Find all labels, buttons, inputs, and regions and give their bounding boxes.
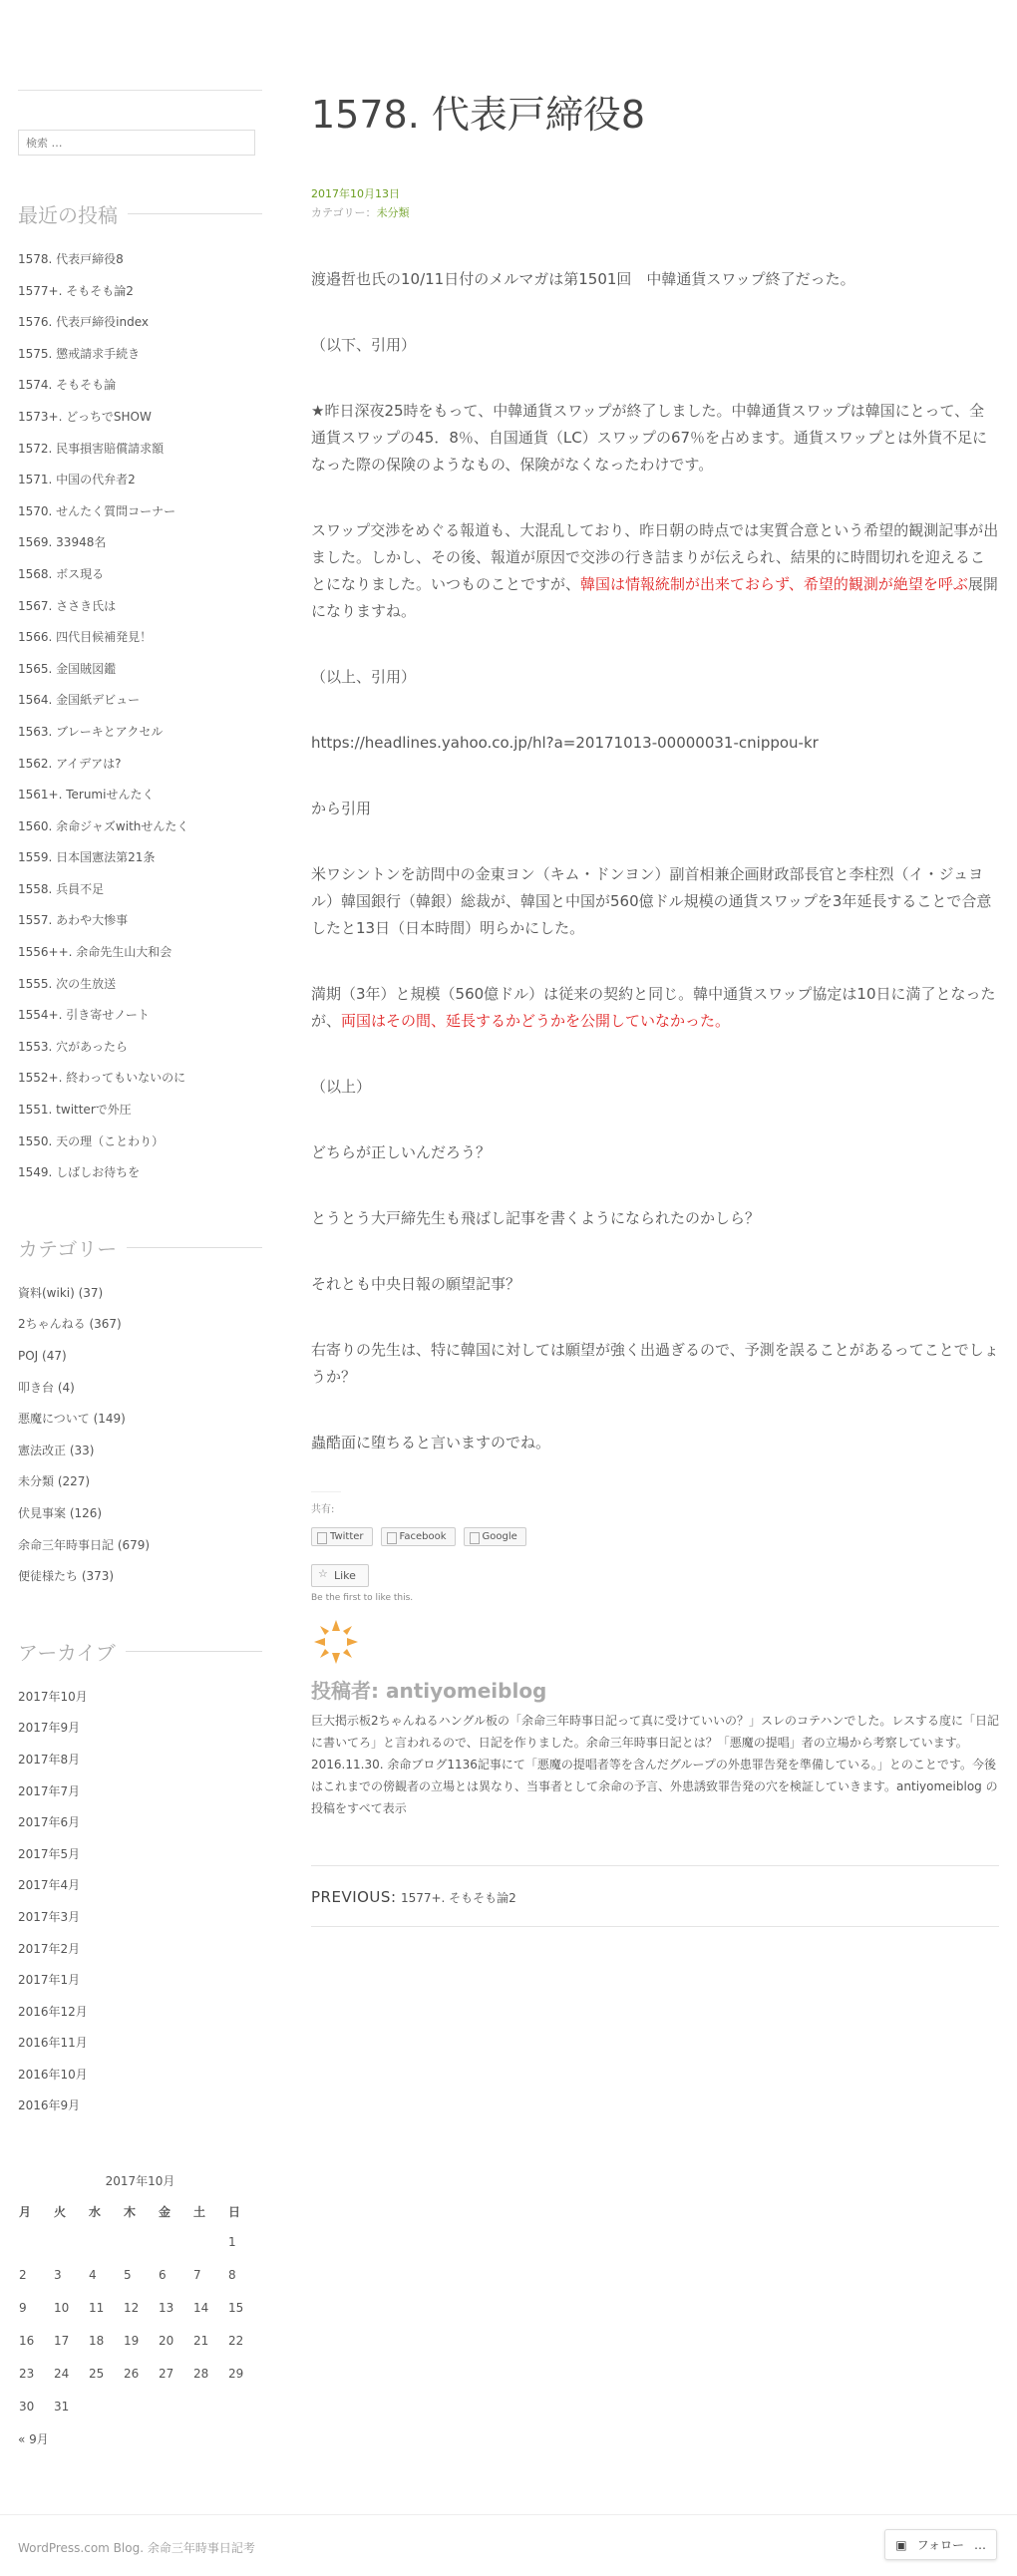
calendar-week bbox=[18, 2390, 262, 2422]
calendar-week bbox=[18, 2324, 262, 2357]
like-button[interactable]: ☆ Like bbox=[311, 1564, 369, 1587]
post-content bbox=[311, 266, 999, 1456]
archive-link[interactable]: 2017年2月 bbox=[18, 1941, 81, 1956]
recent-post-link[interactable]: 1574. そもそも論 bbox=[18, 378, 117, 393]
categories-heading bbox=[18, 1233, 262, 1262]
calendar-day: 2 bbox=[19, 2267, 27, 2282]
recent-post-link[interactable]: 1565. 金国賊図鑑 bbox=[18, 661, 117, 676]
paragraph: ★昨日深夜25時をもって、中韓通貨スワップが終了しました。中韓通貨スワップは韓国にとって、全通貨スワップの45．8％、自国通貨（LC）スワップの67％を占めます。通貨スワップとは外貨不足になった際の保険のようなもの、保険がなくなったわけです。 bbox=[311, 402, 988, 474]
post-category-link[interactable]: 未分類 bbox=[376, 206, 410, 219]
calendar-weekday: 木 bbox=[124, 2204, 137, 2219]
recent-posts-title: 最近の投稿 bbox=[18, 203, 118, 227]
calendar-day: 15 bbox=[228, 2300, 244, 2315]
archives-title: アーカイブ bbox=[18, 1640, 116, 1665]
calendar-day: 7 bbox=[193, 2267, 201, 2282]
paragraph: （以上） bbox=[311, 1078, 372, 1096]
calendar-weekday: 火 bbox=[54, 2204, 67, 2219]
calendar-day: 9 bbox=[19, 2300, 27, 2315]
recent-post-link[interactable]: 1557. あわや大惨事 bbox=[18, 913, 129, 928]
calendar-weekday: 日 bbox=[228, 2204, 241, 2219]
calendar-caption: 2017年10月 bbox=[105, 2174, 175, 2189]
category-link[interactable]: 便徒様たち (373) bbox=[18, 1569, 115, 1584]
recent-post-link[interactable]: 1551. twitterで外圧 bbox=[18, 1103, 132, 1118]
author-heading: 投稿者: antiyomeiblog bbox=[311, 1679, 547, 1703]
follow-button[interactable] bbox=[884, 2529, 997, 2560]
archive-link[interactable]: 2017年9月 bbox=[18, 1721, 81, 1736]
category-link[interactable]: 2ちゃんねる (367) bbox=[18, 1317, 122, 1332]
previous-post-link[interactable]: 1577+. そもそも論2 bbox=[400, 1891, 516, 1905]
post-article bbox=[311, 90, 999, 1927]
recent-post-link[interactable]: 1561+. Terumiせんたく bbox=[18, 788, 155, 803]
calendar-day bbox=[88, 2225, 123, 2258]
calendar-day: 5 bbox=[124, 2267, 132, 2282]
paragraph: とうとう大戸締先生も飛ばし記事を書くようになられたのかしら？ bbox=[311, 1209, 761, 1227]
calendar-day: 8 bbox=[228, 2267, 236, 2282]
archive-link[interactable]: 2017年3月 bbox=[18, 1909, 81, 1924]
calendar-day: 4 bbox=[89, 2267, 97, 2282]
calendar-day: 12 bbox=[124, 2300, 140, 2315]
calendar-day: 1 bbox=[228, 2234, 236, 2249]
recent-post-link[interactable]: 1559. 日本国憲法第21条 bbox=[18, 850, 156, 865]
author-avatar bbox=[311, 1617, 361, 1667]
paragraph: 米ワシントンを訪問中の金東ヨン（キム・ドンヨン）副首相兼企画財政部長官と李柱烈（イ・ジュヨル）韓国銀行（韓銀）総裁が、韓国と中国が560億ドル規模の通貨スワップを3年延長することで合意したと13日（日本時間）明らかにした。 bbox=[311, 865, 992, 937]
recent-post-link[interactable]: 1568. ボス現る bbox=[18, 566, 105, 581]
sidebar bbox=[18, 90, 262, 2447]
categories-list bbox=[18, 1278, 262, 1593]
category-link[interactable]: 伏見事案 (126) bbox=[18, 1505, 103, 1520]
calendar-day: 27 bbox=[159, 2366, 174, 2381]
archive-link[interactable]: 2016年11月 bbox=[18, 2036, 88, 2051]
calendar-weekday: 金 bbox=[159, 2204, 171, 2219]
recent-post-link[interactable]: 1576. 代表戸締役index bbox=[18, 315, 149, 330]
recent-posts-list bbox=[18, 244, 262, 1189]
archive-link[interactable]: 2016年12月 bbox=[18, 2004, 88, 2019]
calendar-day: 31 bbox=[54, 2399, 70, 2414]
calendar-day bbox=[88, 2390, 123, 2422]
calendar-day bbox=[18, 2225, 53, 2258]
calendar-weekday: 土 bbox=[193, 2204, 206, 2219]
category-link[interactable]: 未分類 (227) bbox=[18, 1474, 91, 1489]
calendar-day bbox=[158, 2390, 192, 2422]
calendar-day: 21 bbox=[193, 2333, 209, 2348]
paragraph: 蟲酷面に堕ちると言いますのでね。 bbox=[311, 1434, 551, 1451]
calendar-day: 26 bbox=[124, 2366, 140, 2381]
calendar-week bbox=[18, 2357, 262, 2390]
calendar-day: 14 bbox=[193, 2300, 209, 2315]
calendar-day bbox=[123, 2225, 158, 2258]
recent-post-link[interactable]: 1567. ささき氏は bbox=[18, 598, 117, 613]
recent-post-link[interactable]: 1573+. どっちでSHOW bbox=[18, 409, 152, 424]
calendar-day: 6 bbox=[159, 2267, 167, 2282]
follow-label: フォロー bbox=[916, 2538, 964, 2552]
archive-link[interactable]: 2017年5月 bbox=[18, 1846, 81, 1861]
calendar-day: 30 bbox=[19, 2399, 35, 2414]
calendar-widget bbox=[18, 2172, 262, 2447]
category-link[interactable]: POJ (47) bbox=[18, 1349, 67, 1363]
recent-post-link[interactable]: 1549. しばしお待ちを bbox=[18, 1165, 141, 1180]
archive-link[interactable]: 2016年10月 bbox=[18, 2067, 88, 2082]
recent-post-link[interactable]: 1555. 次の生放送 bbox=[18, 976, 117, 991]
recent-post-link[interactable]: 1558. 兵員不足 bbox=[18, 881, 105, 896]
paragraph: （以下、引用） bbox=[311, 336, 417, 354]
recent-post-link[interactable]: 1563. ブレーキとアクセル bbox=[18, 724, 164, 739]
post-date-link[interactable]: 2017年10月13日 bbox=[311, 187, 400, 200]
share-buttons bbox=[311, 1527, 999, 1546]
calendar-day: 17 bbox=[54, 2333, 70, 2348]
archive-link[interactable]: 2017年10月 bbox=[18, 1689, 88, 1704]
recent-post-link[interactable]: 1578. 代表戸締役8 bbox=[18, 252, 124, 266]
calendar-day: 10 bbox=[54, 2300, 70, 2315]
category-link[interactable]: 悪魔について (149) bbox=[18, 1412, 126, 1427]
calendar-week bbox=[18, 2258, 262, 2291]
calendar-day bbox=[53, 2225, 88, 2258]
archives-heading bbox=[18, 1637, 262, 1666]
recent-post-link[interactable]: 1554+. 引き寄せノート bbox=[18, 1008, 150, 1023]
paragraph: どちらが正しいんだろう？ bbox=[311, 1143, 492, 1161]
archive-link[interactable]: 2016年9月 bbox=[18, 2098, 81, 2113]
category-link[interactable]: 叩き台 (4) bbox=[18, 1380, 75, 1395]
category-link[interactable]: 余命三年時事日記 (679) bbox=[18, 1537, 151, 1552]
calendar-day bbox=[123, 2390, 158, 2422]
recent-post-link[interactable]: 1560. 余命ジャズwithせんたく bbox=[18, 818, 189, 833]
paragraph: 満期（3年）と規模（560億ドル）は従来の契約と同じ。韓中通貨スワップ協定は10日に満了となったが、両国はその間、延長するかどうかを公開していなかった。 bbox=[311, 985, 996, 1030]
author-bio: 巨大掲示板2ちゃんねるハングル板の「余命三年時事日記って真に受けていいの？」スレのコテハンでした。レスする度に「日記に書いてろ」と言われるので、日記を作りました。余命三年時事日記とは？「悪魔の提唱」者の立場から考察しています。2016.11.30. 余命ブログ1136記事にて「悪魔の提唱者等を含んだグループの外患罪告発を準備している。」とのことです。今後はこれまでの傍観者の立場とは異なり、当事者として余命の予言、外患誘致罪告発の穴を検証していきます。antiyomeiblog の投稿をすべて表示 bbox=[311, 1714, 999, 1815]
post-category-line bbox=[311, 204, 999, 220]
calendar-day: 24 bbox=[54, 2366, 70, 2381]
calendar-week bbox=[18, 2225, 262, 2258]
highlight-text: 両国はその間、延長するかどうかを公開していなかった。 bbox=[341, 1012, 731, 1030]
calendar-day: 3 bbox=[54, 2267, 62, 2282]
recent-post-link[interactable]: 1556++. 余命先生山大和会 bbox=[18, 945, 172, 960]
like-note: Be the first to like this. bbox=[311, 1593, 414, 1603]
footer-credit-link[interactable]: WordPress.com Blog. 余命三年時事日記考 bbox=[18, 2541, 255, 2555]
recent-post-link[interactable]: 1575. 懲戒請求手続き bbox=[18, 346, 141, 361]
search-input[interactable] bbox=[18, 130, 255, 156]
share-label: 共有: bbox=[311, 1491, 341, 1515]
follow-icon: ▣ bbox=[895, 2537, 907, 2552]
calendar-weekday: 水 bbox=[89, 2204, 102, 2219]
paragraph: スワップ交渉をめぐる報道も、大混乱しており、昨日朝の時点では実質合意という希望的観測記事が出ました。しかし、その後、報道が原因で交渉の行き詰まりが伝えられ、結果的に時間切れを迎えることになりました。いつものことですが、韓国は情報統制が出来ておらず、希望的観測が絶望を呼ぶ展開になりますね。 bbox=[311, 521, 999, 620]
category-link[interactable]: 資料(wiki) (37) bbox=[18, 1285, 104, 1300]
calendar-day: 23 bbox=[19, 2366, 35, 2381]
calendar-day bbox=[158, 2225, 192, 2258]
calendar-table bbox=[18, 2197, 262, 2422]
calendar-day: 25 bbox=[89, 2366, 105, 2381]
calendar-day: 16 bbox=[19, 2333, 35, 2348]
categories-title: カテゴリー bbox=[18, 1236, 118, 1261]
calendar-day: 19 bbox=[124, 2333, 140, 2348]
share-twitter-button[interactable]: Twitter bbox=[311, 1527, 373, 1546]
category-label: カテゴリー： bbox=[311, 206, 377, 219]
recent-post-link[interactable]: 1569. 33948名 bbox=[18, 535, 107, 550]
category-link[interactable]: 憲法改正 (33) bbox=[18, 1443, 95, 1457]
more-icon[interactable]: … bbox=[974, 2537, 986, 2552]
post-title: 1578. 代表戸締役8 bbox=[311, 93, 646, 137]
calendar-day: 22 bbox=[228, 2333, 244, 2348]
archive-link[interactable]: 2017年6月 bbox=[18, 1815, 81, 1830]
post-navigation bbox=[311, 1865, 999, 1927]
recent-post-link[interactable]: 1562. アイデアは? bbox=[18, 756, 122, 771]
highlight-text: 韓国は情報統制が出来ておらず、希望的観測が絶望を呼ぶ bbox=[580, 575, 968, 593]
previous-label: PREVIOUS: bbox=[311, 1888, 397, 1906]
recent-post-link[interactable]: 1550. 天の理（ことわり） bbox=[18, 1133, 165, 1148]
recent-post-link[interactable]: 1566. 四代目候補発見！ bbox=[18, 630, 153, 645]
recent-post-link[interactable]: 1571. 中国の代弁者2 bbox=[18, 473, 136, 487]
share-google-button[interactable]: Google bbox=[464, 1527, 526, 1546]
paragraph: 右寄りの先生は、特に韓国に対しては願望が強く出過ぎるので、予測を誤ることがあるってことでしょうか？ bbox=[311, 1341, 999, 1386]
calendar-day: 29 bbox=[228, 2366, 244, 2381]
calendar-weekday: 月 bbox=[19, 2204, 32, 2219]
calendar-day bbox=[192, 2225, 227, 2258]
calendar-day: 11 bbox=[89, 2300, 105, 2315]
recent-post-link[interactable]: 1577+. そもそも論2 bbox=[18, 283, 134, 298]
site-footer bbox=[0, 2514, 1017, 2555]
calendar-prev-month-link[interactable]: « 9月 bbox=[18, 2432, 49, 2447]
archive-link[interactable]: 2017年4月 bbox=[18, 1878, 81, 1893]
calendar-day: 28 bbox=[193, 2366, 209, 2381]
calendar-day: 20 bbox=[159, 2333, 174, 2348]
paragraph: 渡邉哲也氏の10/11日付のメルマガは第1501回 中韓通貨スワップ終了だった。 bbox=[311, 270, 855, 288]
calendar-day bbox=[227, 2390, 262, 2422]
archive-link[interactable]: 2017年7月 bbox=[18, 1783, 81, 1798]
share-facebook-button[interactable]: Facebook bbox=[381, 1527, 456, 1546]
recent-post-link[interactable]: 1553. 穴があったら bbox=[18, 1039, 129, 1054]
recent-post-link[interactable]: 1552+. 終わってもいないのに bbox=[18, 1071, 186, 1086]
recent-posts-heading bbox=[18, 199, 262, 228]
recent-post-link[interactable]: 1572. 民事損害賠償請求額 bbox=[18, 441, 165, 456]
paragraph: から引用 bbox=[311, 800, 372, 817]
recent-post-link[interactable]: 1570. せんたく質問コーナー bbox=[18, 503, 176, 518]
recent-post-link[interactable]: 1564. 金国紙デビュー bbox=[18, 693, 141, 708]
calendar-week bbox=[18, 2291, 262, 2324]
paragraph: それとも中央日報の願望記事？ bbox=[311, 1275, 521, 1293]
paragraph: （以上、引用） bbox=[311, 668, 417, 686]
calendar-day: 18 bbox=[89, 2333, 105, 2348]
archives-list bbox=[18, 1682, 262, 2122]
archive-link[interactable]: 2017年1月 bbox=[18, 1973, 81, 1988]
archive-link[interactable]: 2017年8月 bbox=[18, 1752, 81, 1767]
calendar-day bbox=[192, 2390, 227, 2422]
calendar-day: 13 bbox=[159, 2300, 174, 2315]
source-url: https://headlines.yahoo.co.jp/hl?a=20171013-00000031-cnippou-kr bbox=[311, 734, 819, 752]
